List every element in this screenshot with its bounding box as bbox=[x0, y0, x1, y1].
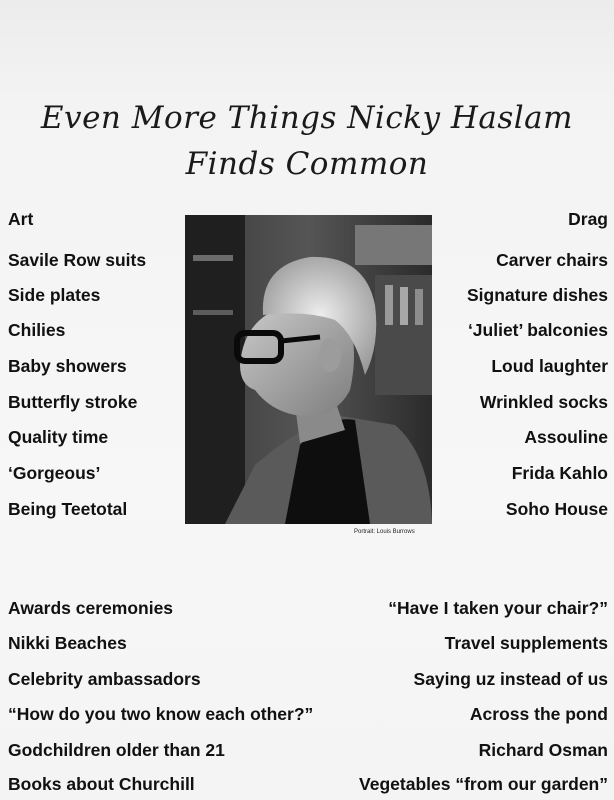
list-item: Richard Osman bbox=[478, 740, 608, 760]
list-item: Quality time bbox=[8, 427, 109, 447]
list-item: Savile Row suits bbox=[8, 250, 147, 270]
list-item: Being Teetotal bbox=[8, 499, 128, 519]
list-item: Carver chairs bbox=[496, 250, 608, 270]
list-item: Saying uz instead of us bbox=[413, 669, 608, 689]
list-item: Nikki Beaches bbox=[8, 633, 127, 653]
portrait-photo bbox=[185, 215, 432, 524]
page-title-line-1: Even More Things Nicky Haslam bbox=[40, 100, 574, 136]
list-item: Loud laughter bbox=[491, 356, 608, 376]
list-item: Celebrity ambassadors bbox=[8, 669, 201, 689]
list-item: “How do you two know each other?” bbox=[8, 704, 314, 724]
page-title-line-2: Finds Common bbox=[185, 146, 429, 182]
list-item: “Have I taken your chair?” bbox=[388, 598, 608, 618]
list-item: Frida Kahlo bbox=[511, 463, 608, 483]
list-item: Baby showers bbox=[8, 356, 127, 376]
list-item: ‘Juliet’ balconies bbox=[467, 320, 608, 340]
list-item: Godchildren older than 21 bbox=[8, 740, 225, 760]
list-item: Vegetables “from our garden” bbox=[359, 774, 608, 794]
list-item: Across the pond bbox=[469, 704, 608, 724]
list-item: Wrinkled socks bbox=[479, 392, 608, 412]
list-item: ‘Gorgeous’ bbox=[8, 463, 101, 483]
list-item: Side plates bbox=[8, 285, 101, 305]
list-item: Assouline bbox=[524, 427, 608, 447]
list-item: Chilies bbox=[8, 320, 66, 340]
photo-credit: Portrait: Louis Burrows bbox=[354, 529, 415, 535]
list-item: Signature dishes bbox=[466, 285, 608, 305]
list-item: Awards ceremonies bbox=[8, 598, 174, 618]
list-item: Art bbox=[8, 209, 34, 229]
list-item: Drag bbox=[568, 209, 608, 229]
list-item: Books about Churchill bbox=[8, 774, 195, 794]
list-item: Butterfly stroke bbox=[8, 392, 138, 412]
list-item: Travel supplements bbox=[444, 633, 608, 653]
list-item: Soho House bbox=[505, 499, 608, 519]
